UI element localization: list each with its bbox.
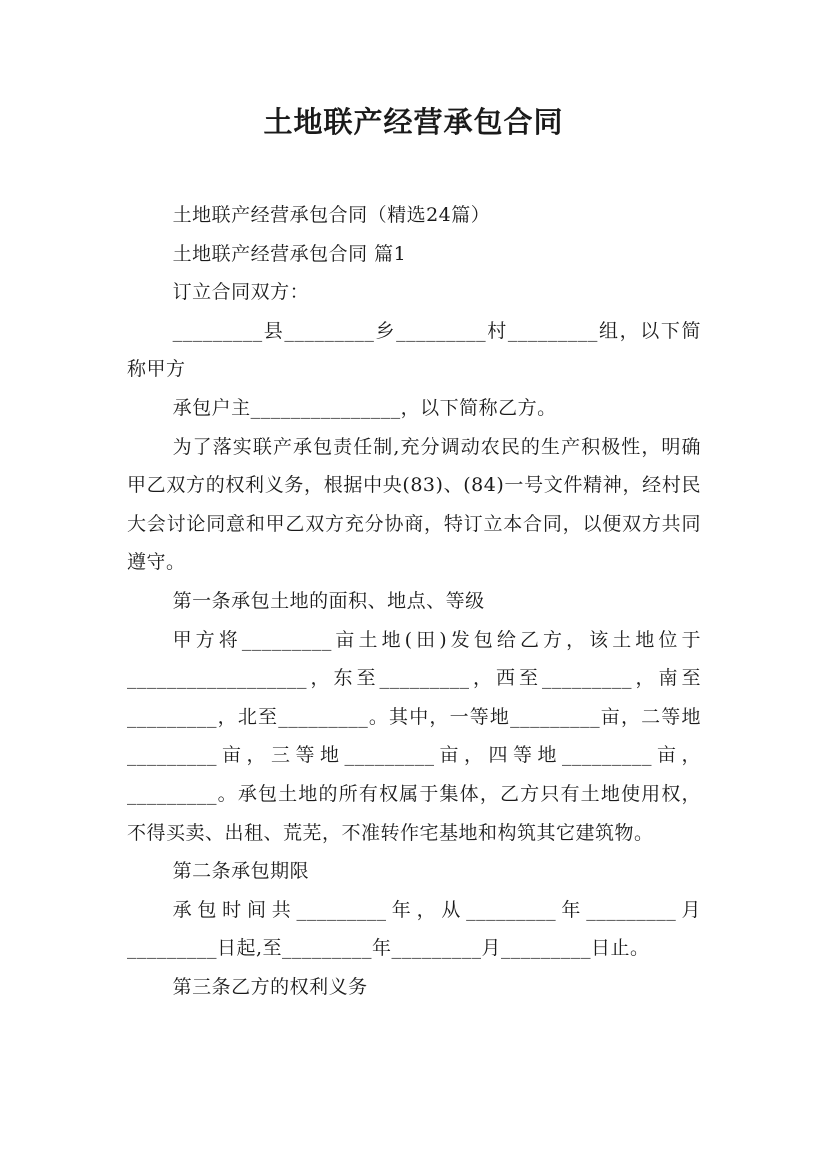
paragraph-clause-1-heading: 第一条承包土地的面积、地点、等级: [172, 589, 485, 612]
paragraph-clause-2-heading: 第二条承包期限: [172, 860, 310, 883]
document-body: [127, 196, 701, 1006]
paragraph-clause-3-heading: 第三条乙方的权利义务: [172, 975, 368, 998]
paragraph-preamble: 为了落实联产承包责任制,充分调动农民的生产积极性，明确甲乙双方的权利义务，根据中央(83)、(84)一号文件精神，经村民大会讨论同意和甲乙双方充分协商，特订立本合同，以便双方共同遵守。: [127, 435, 701, 574]
paragraph-parties-label: 订立合同双方：: [172, 281, 310, 304]
paragraph-article-heading: 土地联产经营承包合同 篇1: [172, 242, 407, 265]
paragraph-clause-1-body: 甲方将_________亩土地(田)发包给乙方，该土地位于__________________，东至_________，西至_________，南至_________，北至_________。其中，一等地_________亩，二等地_________亩，三等地_________亩，四等地_________亩，_________。承包土地的所有权属于集体，乙方只有土地使用权，不得买卖、出租、荒芜，不准转作宅基地和构筑其它建筑物。: [127, 628, 701, 844]
paragraph-clause-2-body: 承包时间共_________年，从_________年_________月_________日起,至_________年_________月_________日止。: [127, 898, 701, 960]
document-title: 土地联产经营承包合同: [263, 105, 564, 139]
paragraph-collection-title: 土地联产经营承包合同（精选24篇）: [172, 204, 491, 226]
paragraph-party-b: 承包户主_______________，以下简称乙方。: [172, 396, 557, 419]
paragraph-party-a: _________县_________乡_________村_________组，以下简称甲方: [127, 319, 701, 381]
